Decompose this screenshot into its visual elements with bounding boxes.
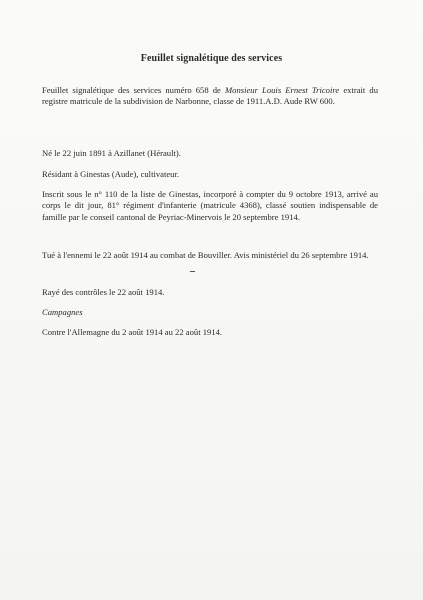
birth-paragraph: Né le 22 juin 1891 à Azillanet (Hérault). <box>42 148 181 158</box>
intro-prefix: Feuillet signalétique des services numéro 658 de <box>42 85 225 95</box>
document-title: Feuillet signalétique des services <box>140 53 283 64</box>
ink-mark <box>190 271 195 272</box>
intro-suffix: extrait du registre matricule de la subdivision de Narbonne, classe de 1911.A.D. Aude RW 600. <box>42 85 378 107</box>
residence-paragraph: Résidant à Ginestas (Aude), cultivateur. <box>42 169 179 179</box>
campaigns-heading: Campagnes <box>42 307 83 317</box>
death-paragraph: Tué à l'ennemi le 22 août 1914 au combat de Bouviller. Avis ministériel du 26 septembre 1914. <box>42 250 369 260</box>
enlistment-paragraph: Inscrit sous le n° 110 de la liste de Ginestas, incorporé à compter du 9 octobre 1913, arrivé au corps le dit jour, 81° régiment d'infanterie (matricule 4368), classé soutien indispensable de famille par le conseil cantonal de Peyriac-Minervois le 20 septembre 1914. <box>42 189 378 222</box>
removal-paragraph: Rayé des contrôles le 22 août 1914. <box>42 287 165 297</box>
intro-name: Monsieur Louis Ernest Tricoire <box>225 85 340 95</box>
intro-paragraph <box>42 85 378 108</box>
campaigns-paragraph: Contre l'Allemagne du 2 août 1914 au 22 août 1914. <box>42 327 223 337</box>
